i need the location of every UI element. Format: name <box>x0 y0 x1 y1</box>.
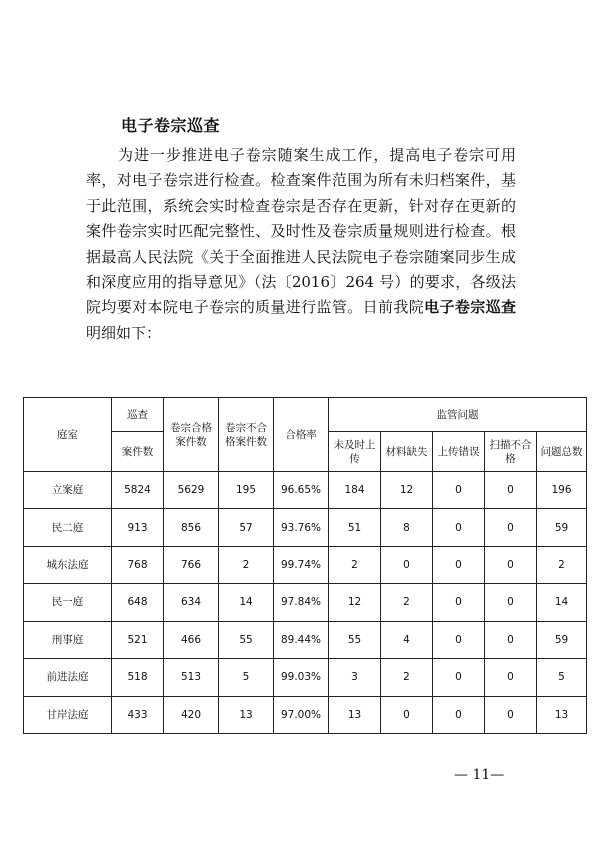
cell-late: 51 <box>329 509 381 546</box>
cell-court: 民一庭 <box>24 584 112 621</box>
cell-inspected: 5824 <box>112 472 164 509</box>
cell-inspected: 913 <box>112 509 164 546</box>
page-number: — 11— <box>454 767 505 783</box>
cell-missing: 2 <box>381 584 433 621</box>
header-unqualified: 卷宗不合格案件数 <box>219 398 274 472</box>
cell-error: 0 <box>433 696 485 733</box>
cell-scan: 0 <box>485 472 537 509</box>
cell-qualified: 420 <box>164 696 219 733</box>
cell-error: 0 <box>433 659 485 696</box>
cell-rate: 89.44% <box>274 621 329 658</box>
cell-qualified: 513 <box>164 659 219 696</box>
cell-court: 民二庭 <box>24 509 112 546</box>
header-court: 庭室 <box>24 398 112 472</box>
cell-unqualified: 13 <box>219 696 274 733</box>
paragraph-ending: 明细如下： <box>86 323 162 342</box>
cell-inspected: 433 <box>112 696 164 733</box>
cell-court: 刑事庭 <box>24 621 112 658</box>
header-inspect-bottom: 案件数 <box>112 432 164 472</box>
cell-missing: 4 <box>381 621 433 658</box>
cell-rate: 99.03% <box>274 659 329 696</box>
cell-missing: 12 <box>381 472 433 509</box>
section-heading: 电子卷宗巡查 <box>121 116 221 135</box>
cell-error: 0 <box>433 546 485 583</box>
header-qualified: 卷宗合格案件数 <box>164 398 219 472</box>
cell-unqualified: 55 <box>219 621 274 658</box>
header-rate: 合格率 <box>274 398 329 472</box>
table-row <box>24 696 587 733</box>
table-row <box>24 621 587 658</box>
cell-rate: 96.65% <box>274 472 329 509</box>
cell-inspected: 518 <box>112 659 164 696</box>
cell-missing: 0 <box>381 696 433 733</box>
cell-total: 196 <box>537 472 587 509</box>
cell-late: 55 <box>329 621 381 658</box>
header-issue-late: 未及时上传 <box>329 432 381 472</box>
cell-scan: 0 <box>485 659 537 696</box>
cell-unqualified: 5 <box>219 659 274 696</box>
cell-court: 立案庭 <box>24 472 112 509</box>
table-row <box>24 509 587 546</box>
table-row <box>24 546 587 583</box>
cell-missing: 8 <box>381 509 433 546</box>
cell-total: 5 <box>537 659 587 696</box>
header-issue-scan: 扫描不合格 <box>485 432 537 472</box>
header-issue-missing: 材料缺失 <box>381 432 433 472</box>
cell-inspected: 521 <box>112 621 164 658</box>
cell-inspected: 768 <box>112 546 164 583</box>
cell-total: 59 <box>537 621 587 658</box>
cell-error: 0 <box>433 584 485 621</box>
header-inspect-top: 巡查 <box>112 398 164 432</box>
cell-court: 城东法庭 <box>24 546 112 583</box>
cell-qualified: 5629 <box>164 472 219 509</box>
cell-missing: 2 <box>381 659 433 696</box>
cell-rate: 93.76% <box>274 509 329 546</box>
cell-qualified: 766 <box>164 546 219 583</box>
cell-scan: 0 <box>485 696 537 733</box>
cell-total: 14 <box>537 584 587 621</box>
cell-qualified: 466 <box>164 621 219 658</box>
cell-unqualified: 2 <box>219 546 274 583</box>
table-row <box>24 472 587 509</box>
cell-rate: 97.84% <box>274 584 329 621</box>
cell-unqualified: 14 <box>219 584 274 621</box>
cell-scan: 0 <box>485 546 537 583</box>
paragraph-indent <box>86 146 118 164</box>
table-body <box>24 472 587 734</box>
cell-late: 184 <box>329 472 381 509</box>
cell-court: 甘岸法庭 <box>24 696 112 733</box>
table-row <box>24 584 587 621</box>
paragraph-text: 为进一步推进电子卷宗随案生成工作，提高电子卷宗可用率，对电子卷宗进行检查。检查案件范围为所有未归档案件，基于此范围，系统会实时检查卷宗是否存在更新，针对存在更新的案件卷宗实时匹配完整性、及时性及卷宗质量规则进行检查。根据最高人民法院《关于全面推进人民法院电子卷宗随案同步生成和深度应用的指导意见》（法〔2016〕264 号）的要求，各级法院均要对本院电子卷宗的质量进行监管。日前我院 <box>86 146 516 317</box>
inspection-table <box>23 397 587 734</box>
header-issues-group: 监管问题 <box>329 398 587 432</box>
header-issue-total: 问题总数 <box>537 432 587 472</box>
cell-late: 3 <box>329 659 381 696</box>
body-paragraph <box>86 143 516 346</box>
cell-unqualified: 57 <box>219 509 274 546</box>
cell-total: 2 <box>537 546 587 583</box>
cell-rate: 97.00% <box>274 696 329 733</box>
cell-total: 13 <box>537 696 587 733</box>
cell-court: 前进法庭 <box>24 659 112 696</box>
table-row <box>24 659 587 696</box>
cell-late: 13 <box>329 696 381 733</box>
cell-rate: 99.74% <box>274 546 329 583</box>
cell-missing: 0 <box>381 546 433 583</box>
cell-qualified: 634 <box>164 584 219 621</box>
cell-error: 0 <box>433 509 485 546</box>
cell-error: 0 <box>433 472 485 509</box>
cell-late: 2 <box>329 546 381 583</box>
cell-scan: 0 <box>485 621 537 658</box>
cell-inspected: 648 <box>112 584 164 621</box>
header-issue-error: 上传错误 <box>433 432 485 472</box>
cell-total: 59 <box>537 509 587 546</box>
cell-scan: 0 <box>485 509 537 546</box>
paragraph-bold-phrase: 电子卷宗巡查 <box>424 298 516 317</box>
cell-unqualified: 195 <box>219 472 274 509</box>
cell-qualified: 856 <box>164 509 219 546</box>
cell-scan: 0 <box>485 584 537 621</box>
cell-late: 12 <box>329 584 381 621</box>
cell-error: 0 <box>433 621 485 658</box>
